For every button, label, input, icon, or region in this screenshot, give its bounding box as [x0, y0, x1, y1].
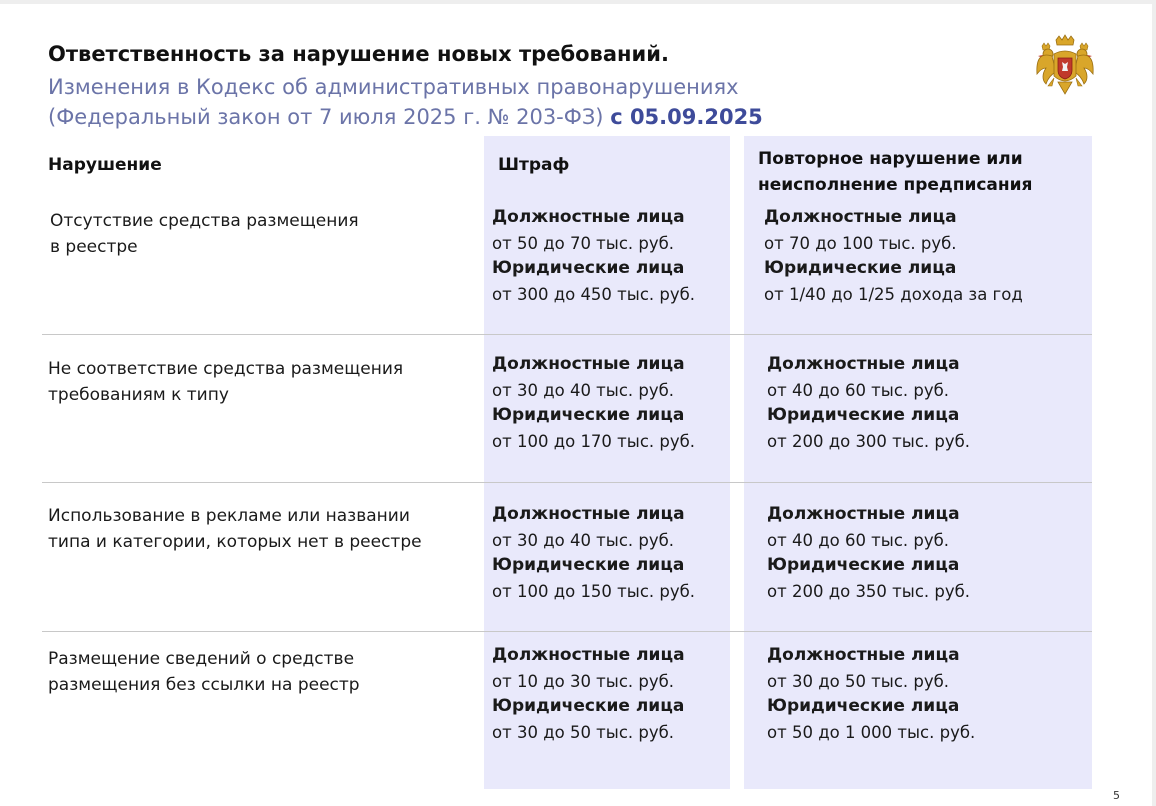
legal-entities-amount: от 30 до 50 тыс. руб. — [492, 722, 675, 742]
legal-entities-amount: от 200 до 350 тыс. руб. — [767, 581, 971, 601]
slide-subtitle — [48, 72, 868, 132]
row-divider — [42, 631, 1092, 632]
officials-label: Должностные лица — [767, 504, 960, 524]
frame-border-right — [1152, 0, 1156, 806]
violation-name-line-2: типа и категории, которых нет в реестре — [48, 532, 422, 552]
officials-label: Должностные лица — [492, 207, 685, 227]
fine-cell — [492, 643, 685, 745]
column-header-fine: Штраф — [498, 155, 570, 175]
officials-label: Должностные лица — [492, 645, 685, 665]
russian-coat-of-arms-icon — [1034, 34, 1096, 98]
legal-entities-amount: от 1/40 до 1/25 дохода за год — [764, 284, 1023, 304]
subtitle-law-reference: (Федеральный закон от 7 июля 2025 г. № 203-ФЗ) — [48, 105, 604, 129]
officials-label: Должностные лица — [764, 207, 957, 227]
column-header-repeat — [758, 146, 1088, 198]
officials-amount: от 40 до 60 тыс. руб. — [767, 530, 950, 550]
frame-border-top — [0, 0, 1156, 4]
officials-amount: от 30 до 40 тыс. руб. — [492, 530, 675, 550]
fine-cell — [492, 205, 695, 307]
violation-name-line-1: Использование в рекламе или названии — [48, 506, 410, 526]
violation-name — [48, 356, 478, 408]
fine-cell — [492, 502, 695, 604]
violation-name-line-2: в реестре — [50, 237, 138, 257]
legal-entities-amount: от 100 до 170 тыс. руб. — [492, 431, 696, 451]
repeat-cell — [767, 643, 975, 745]
legal-entities-label: Юридические лица — [764, 258, 957, 278]
violation-name-line-2: размещения без ссылки на реестр — [48, 675, 360, 695]
effective-date: с 05.09.2025 — [610, 105, 763, 129]
legal-entities-label: Юридические лица — [767, 555, 960, 575]
legal-entities-label: Юридические лица — [767, 696, 960, 716]
violation-name-line-1: Отсутствие средства размещения — [50, 211, 359, 231]
subtitle-line-2 — [48, 102, 868, 132]
officials-amount: от 50 до 70 тыс. руб. — [492, 233, 675, 253]
officials-amount: от 30 до 50 тыс. руб. — [767, 671, 950, 691]
legal-entities-label: Юридические лица — [492, 258, 685, 278]
slide-title: Ответственность за нарушение новых требований. — [48, 42, 669, 66]
repeat-cell — [767, 352, 970, 454]
subtitle-line-1: Изменения в Кодекс об административных правонарушениях — [48, 75, 739, 99]
page-number: 5 — [1113, 789, 1120, 802]
repeat-cell — [764, 205, 1023, 307]
legal-entities-amount: от 100 до 150 тыс. руб. — [492, 581, 696, 601]
legal-entities-label: Юридические лица — [492, 405, 685, 425]
officials-amount: от 40 до 60 тыс. руб. — [767, 380, 950, 400]
officials-label: Должностные лица — [492, 504, 685, 524]
violation-name — [48, 503, 478, 555]
row-divider — [42, 482, 1092, 483]
violation-name-line-1: Размещение сведений о средстве — [48, 649, 355, 669]
officials-label: Должностные лица — [767, 645, 960, 665]
officials-label: Должностные лица — [492, 354, 685, 374]
legal-entities-amount: от 200 до 300 тыс. руб. — [767, 431, 971, 451]
violation-name — [48, 208, 478, 260]
violation-name — [48, 646, 478, 698]
officials-amount: от 10 до 30 тыс. руб. — [492, 671, 675, 691]
officials-amount: от 70 до 100 тыс. руб. — [764, 233, 957, 253]
legal-entities-label: Юридические лица — [492, 555, 685, 575]
repeat-cell — [767, 502, 970, 604]
legal-entities-amount: от 50 до 1 000 тыс. руб. — [767, 722, 976, 742]
violation-name-line-1: Не соответствие средства размещения — [48, 359, 404, 379]
fine-cell — [492, 352, 695, 454]
row-divider — [42, 334, 1092, 335]
column-header-repeat-line-2: неисполнение предписания — [758, 175, 1033, 195]
column-header-repeat-line-1: Повторное нарушение или — [758, 149, 1023, 169]
legal-entities-amount: от 300 до 450 тыс. руб. — [492, 284, 696, 304]
violation-name-line-2: требованиям к типу — [48, 385, 229, 405]
legal-entities-label: Юридические лица — [767, 405, 960, 425]
officials-label: Должностные лица — [767, 354, 960, 374]
column-header-violation: Нарушение — [48, 155, 162, 175]
officials-amount: от 30 до 40 тыс. руб. — [492, 380, 675, 400]
legal-entities-label: Юридические лица — [492, 696, 685, 716]
